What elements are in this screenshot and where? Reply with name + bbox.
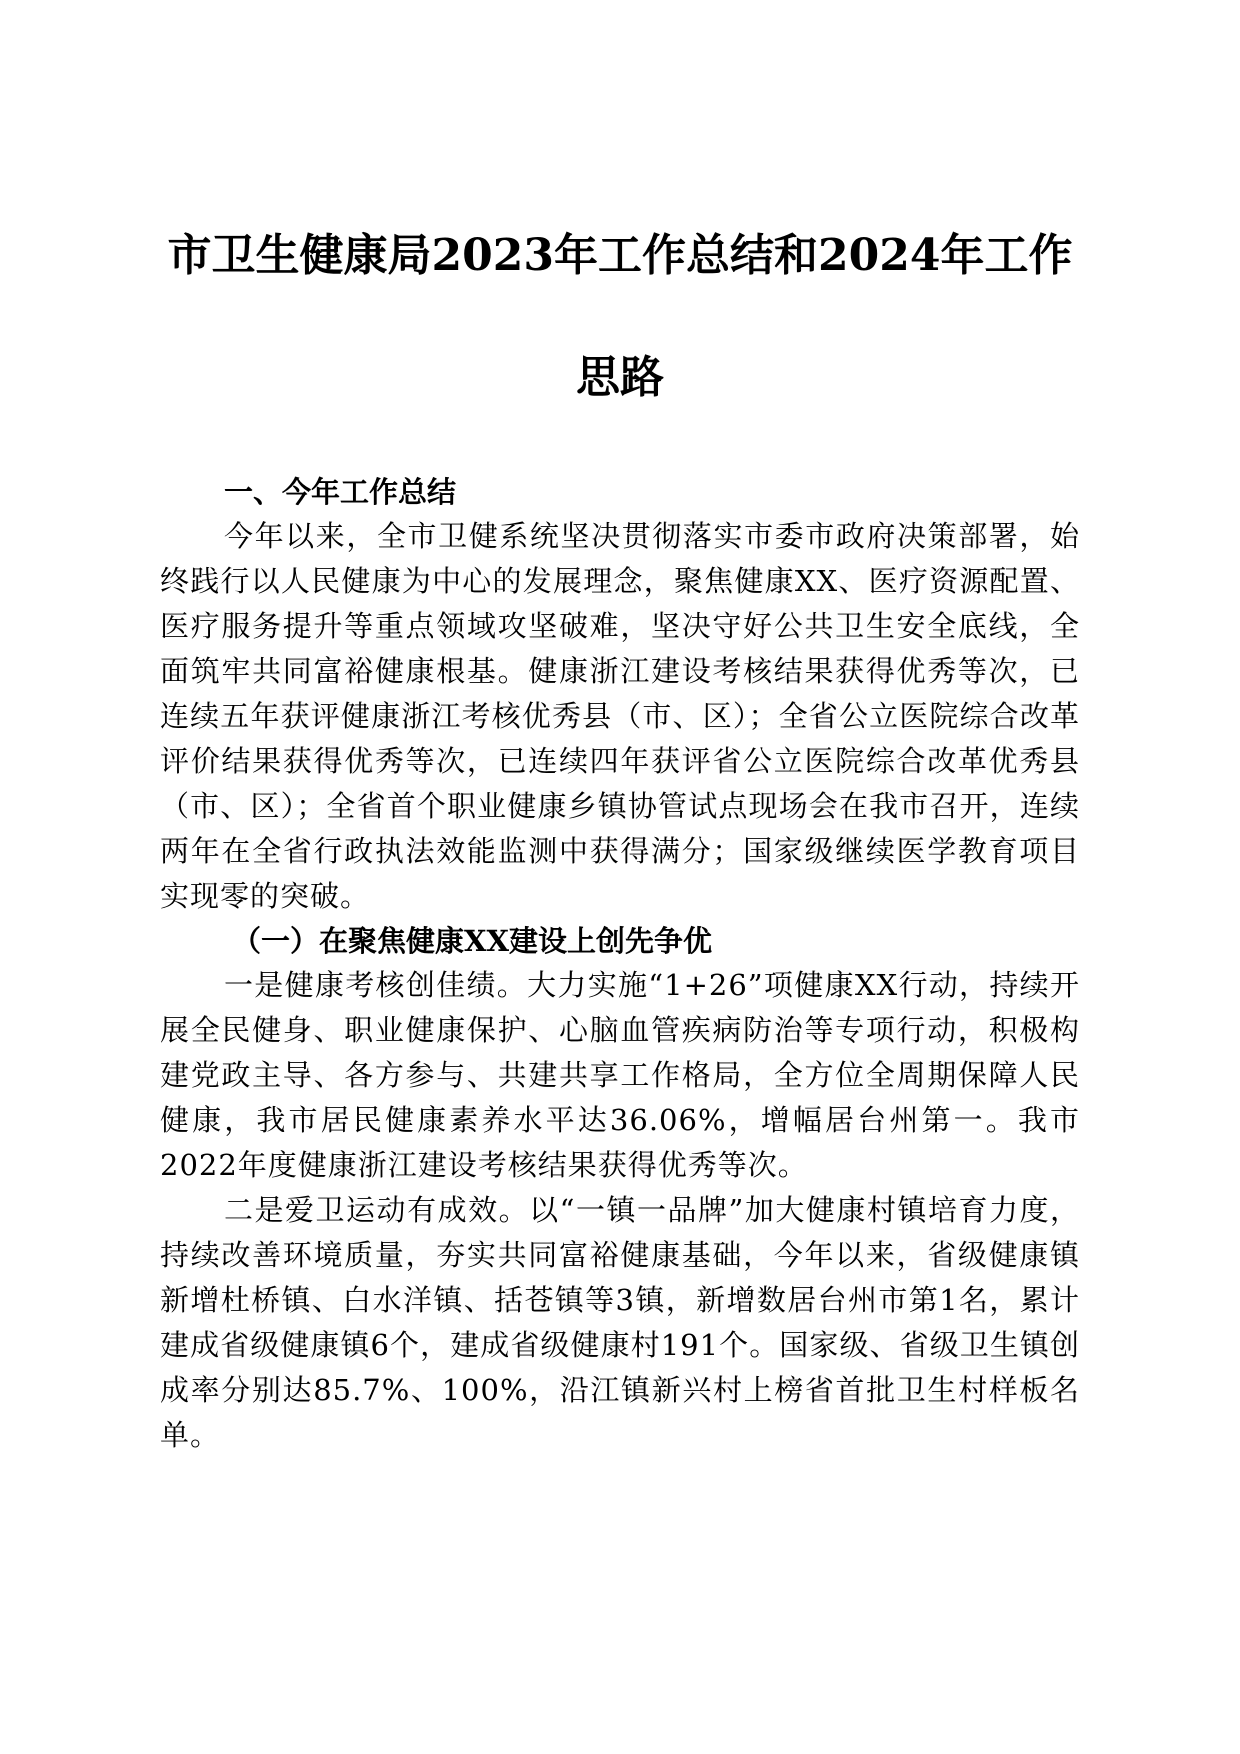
section-heading: 一、今年工作总结: [224, 475, 457, 509]
body-paragraph-1: 一是健康考核创佳绩。大力实施“1+26”项健康XX行动，持续开展全民健身、职业健康保护、心脑血管疾病防治等专项行动，积极构建党政主导、各方参与、共建共享工作格局，全方位全周期保障人民健康，我市居民健康素养水平达36.06%，增幅居台州第一。我市2022年度健康浙江建设考核结果获得优秀等次。: [160, 968, 1080, 1182]
body-paragraph-2: 二是爱卫运动有成效。以“一镇一品牌”加大健康村镇培育力度，持续改善环境质量，夯实共同富裕健康基础，今年以来，省级健康镇新增杜桥镇、白水洋镇、括苍镇等3镇，新增数居台州市第1名，累计建成省级健康镇6个，建成省级健康村191个。国家级、省级卫生镇创成率分别达85.7%、100%，沿江镇新兴村上榜省首批卫生村样板名单。: [160, 1193, 1080, 1452]
intro-paragraph: 今年以来，全市卫健系统坚决贯彻落实市委市政府决策部署，始终践行以人民健康为中心的发展理念，聚焦健康XX、医疗资源配置、医疗服务提升等重点领域攻坚破难，坚决守好公共卫生安全底线，全面筑牢共同富裕健康根基。健康浙江建设考核结果获得优秀等次，已连续五年获评健康浙江考核优秀县（市、区）；全省公立医院综合改革评价结果获得优秀等次，已连续四年获评省公立医院综合改革优秀县（市、区）；全省首个职业健康乡镇协管试点现场会在我市召开，连续两年在全省行政执法效能监测中获得满分；国家级继续医学教育项目实现零的突破。: [160, 519, 1080, 913]
document-body: [160, 470, 1080, 1458]
subsection-heading: （一）在聚焦健康XX建设上创先争优: [232, 924, 713, 958]
document-title-line-1: 市卫生健康局2023年工作总结和2024年工作: [167, 230, 1073, 281]
document-title-line-2: 思路: [576, 352, 664, 403]
